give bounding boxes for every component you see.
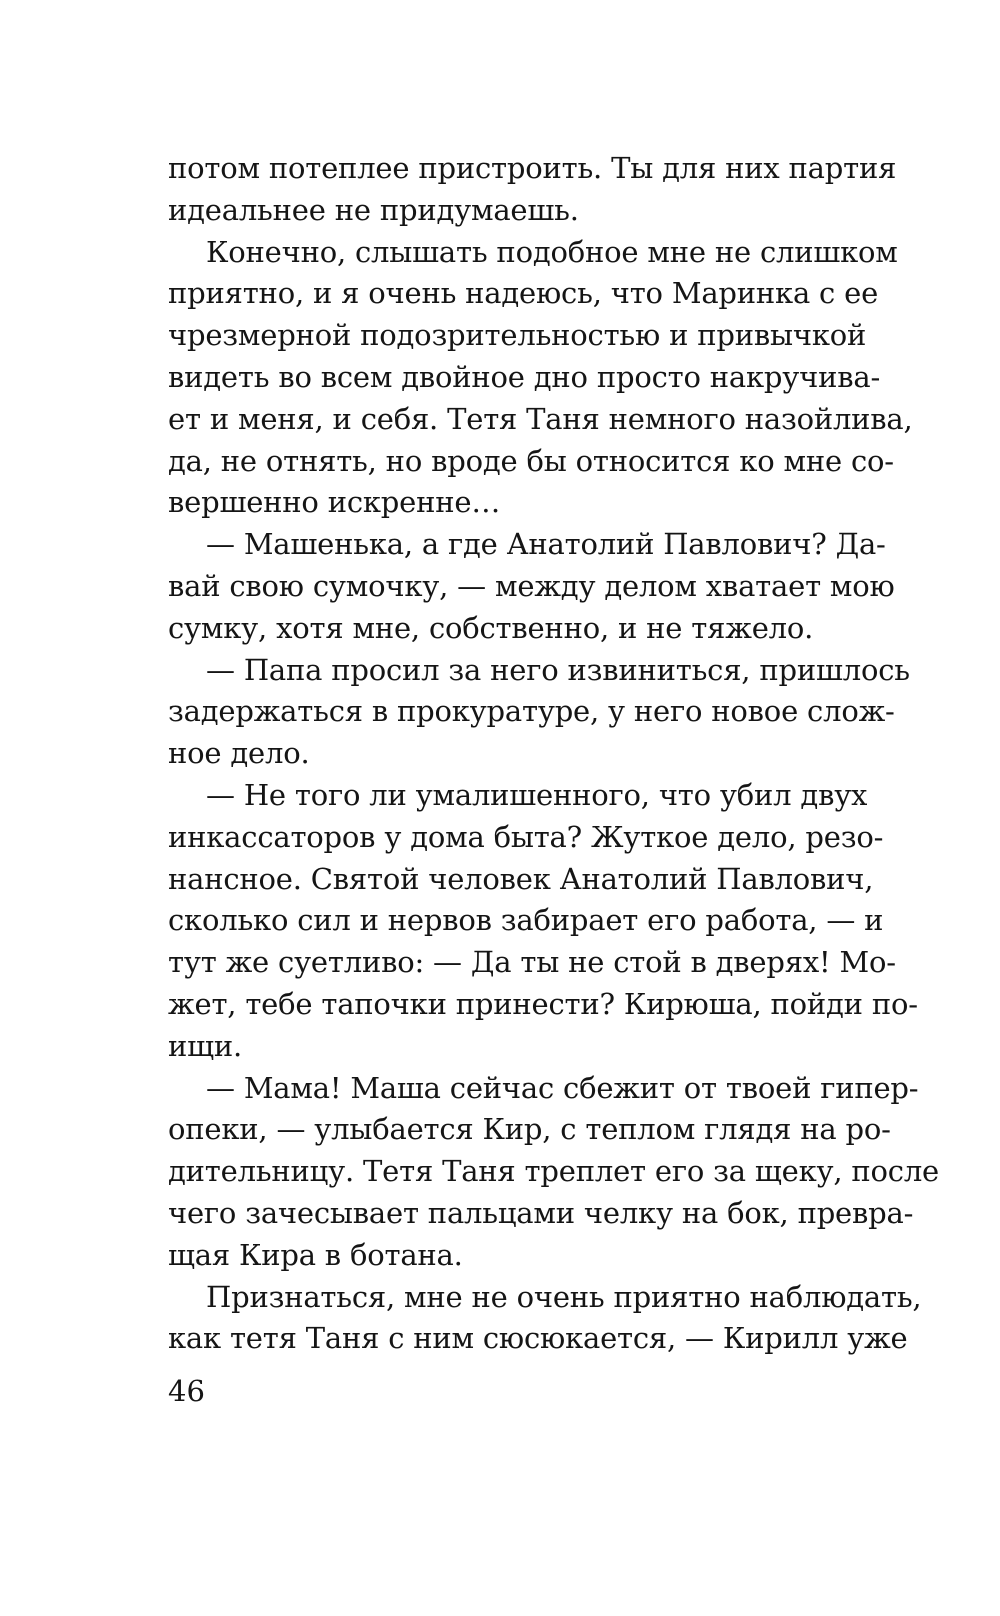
text-line: сумку, хотя мне, собственно, и не тяжело. xyxy=(168,610,814,645)
text-line: чего зачесывает пальцами челку на бок, превра- xyxy=(168,1195,914,1230)
text-line: вершенно искренне… xyxy=(168,485,501,520)
page-number: 46 xyxy=(168,1374,205,1408)
text-line: ное дело. xyxy=(168,736,310,771)
text-line: нансное. Святой человек Анатолий Павлович, xyxy=(168,861,874,896)
text-line: — Папа просил за него извиниться, пришлось xyxy=(206,652,910,687)
text-line: тут же суетливо: — Да ты не стой в дверях! Мо- xyxy=(168,945,896,980)
text-line: потом потеплее пристроить. Ты для них партия xyxy=(168,151,897,185)
text-line: приятно, и я очень надеюсь, что Маринка с ее xyxy=(168,276,879,311)
text-line: щая Кира в ботана. xyxy=(168,1237,463,1272)
text-line: ет и меня, и себя. Тетя Таня немного назойлива, xyxy=(168,401,913,436)
text-line: да, не отнять, но вроде бы относится ко мне со- xyxy=(168,443,894,478)
text-line: дительницу. Тетя Таня треплет его за щеку, после xyxy=(168,1154,940,1189)
text-line: вай свою сумочку, — между делом хватает мою xyxy=(168,568,895,603)
text-line: чрезмерной подозрительностью и привычкой xyxy=(168,318,867,353)
text-line: — Не того ли умалишенного, что убил двух xyxy=(206,777,868,812)
text-line: видеть во всем двойное дно просто накручива- xyxy=(168,359,881,394)
text-line: идеальнее не придумаешь. xyxy=(168,192,579,227)
body-text xyxy=(168,148,940,1360)
text-line: инкассаторов у дома быта? Жуткое дело, резо- xyxy=(168,819,884,854)
text-line: жет, тебе тапочки принести? Кирюша, пойди по- xyxy=(168,986,918,1021)
text-line: — Мама! Маша сейчас сбежит от твоей гипер- xyxy=(206,1070,919,1105)
text-line: Конечно, слышать подобное мне не слишком xyxy=(206,234,898,269)
text-line: ищи. xyxy=(168,1028,243,1063)
text-line: как тетя Таня с ним сюсюкается, — Кирилл уже xyxy=(168,1321,908,1356)
text-line: Признаться, мне не очень приятно наблюдать, xyxy=(206,1279,922,1314)
text-line: задержаться в прокуратуре, у него новое слож- xyxy=(168,694,895,729)
text-line: сколько сил и нервов забирает его работа, — и xyxy=(168,903,884,938)
text-line: — Машенька, а где Анатолий Павлович? Да- xyxy=(206,527,886,562)
text-line: опеки, — улыбается Кир, с теплом глядя на ро- xyxy=(168,1112,891,1147)
